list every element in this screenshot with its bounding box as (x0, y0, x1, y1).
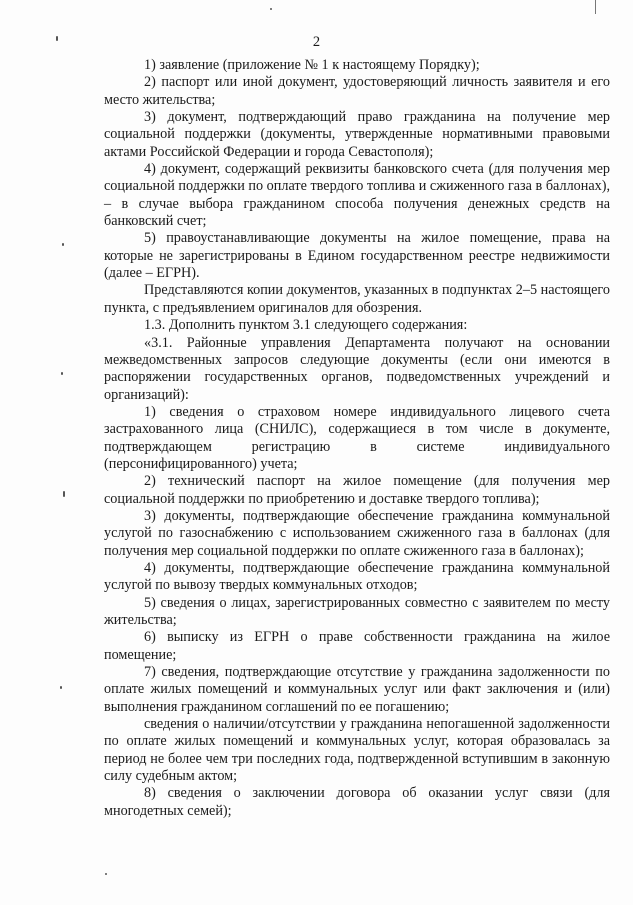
list-item-egrn-extract: 6) выписку из ЕГРН о праве собственности гражданина на жилое помещение; (104, 629, 610, 663)
scan-speck (60, 686, 62, 689)
list-item-registered-persons: 5) сведения о лицах, зарегистрированных совместно с заявителем по месту жительства; (104, 594, 610, 628)
paragraph-clause-3-1: «3.1. Районные управления Департамента получают на основании межведомственных запросов следующие документы (если они имеются в распоряжении государственных органов, подведомственных учреждений и организаций): (104, 334, 610, 403)
list-item-communication-contract: 8) сведения о заключении договора об оказании услуг связи (для многодетных семей); (104, 785, 610, 819)
list-item-snils: 1) сведения о страховом номере индивидуального лицевого счета застрахованного лица (СНИЛС), содержащиеся в том числе в документе, подтверждающем регистрацию в системе индивидуального (персонифицированного) учета; (104, 403, 610, 472)
paragraph-debt-info: сведения о наличии/отсутствии у гражданина непогашенной задолженности по оплате жилых помещений и коммунальных услуг, которая образовалась за период не более чем три последних года, подтвержденной вступившим в законную силу судебным актом; (104, 716, 610, 785)
scan-speck (270, 8, 272, 10)
list-item-entitlement-document: 3) документ, подтверждающий право гражданина на получение мер социальной поддержки (документы, утвержденные нормативными правовыми актами Российской Федерации и города Севастополя); (104, 109, 610, 160)
list-item-gas-supply: 3) документы, подтверждающие обеспечение гражданина коммунальной услугой по газоснабжению с использованием сжиженного газа в баллонах (для получения мер социальной поддержки по оплате сжиженного газа в баллонах); (104, 507, 610, 559)
page-number: 2 (312, 34, 321, 50)
document-body (104, 57, 610, 820)
list-item-application: 1) заявление (приложение № 1 к настоящему Порядку); (144, 57, 480, 73)
scan-speck (62, 243, 64, 246)
list-item-passport: 2) паспорт или иной документ, удостоверяющий личность заявителя и его место жительства; (104, 74, 610, 108)
list-item-bank-details: 4) документ, содержащий реквизиты банковского счета (для получения мер социальной поддержки по оплате твердого топлива и сжиженного газа в баллонах), – в случае выбора гражданином способа получения денежных средств на банковский счет; (104, 161, 610, 230)
scan-speck (63, 491, 65, 497)
list-item-waste-removal: 4) документы, подтверждающие обеспечение гражданина коммунальной услугой по вывозу твердых коммунальных отходов; (104, 559, 610, 594)
scan-edge-line (595, 0, 596, 14)
scan-speck (61, 372, 63, 375)
paragraph-amendment-1-3: 1.3. Дополнить пунктом 3.1 следующего содержания: (144, 317, 468, 334)
scan-speck (105, 873, 107, 875)
list-item-no-debt: 7) сведения, подтверждающие отсутствие у гражданина задолженности по оплате жилых помещений и коммунальных услуг или факт заключения и (или) выполнения гражданином соглашений по ее погашению; (104, 664, 610, 715)
list-item-title-documents: 5) правоустанавливающие документы на жилое помещение, права на которые не зарегистрированы в Едином государственном реестре недвижимости (далее – ЕГРН). (104, 230, 610, 282)
paragraph-copies: Представляются копии документов, указанных в подпунктах 2–5 настоящего пункта, с предъявлением оригиналов для обозрения. (104, 282, 610, 316)
list-item-technical-passport: 2) технический паспорт на жилое помещение (для получения мер социальной поддержки по приобретению и доставке твердого топлива); (104, 473, 610, 507)
